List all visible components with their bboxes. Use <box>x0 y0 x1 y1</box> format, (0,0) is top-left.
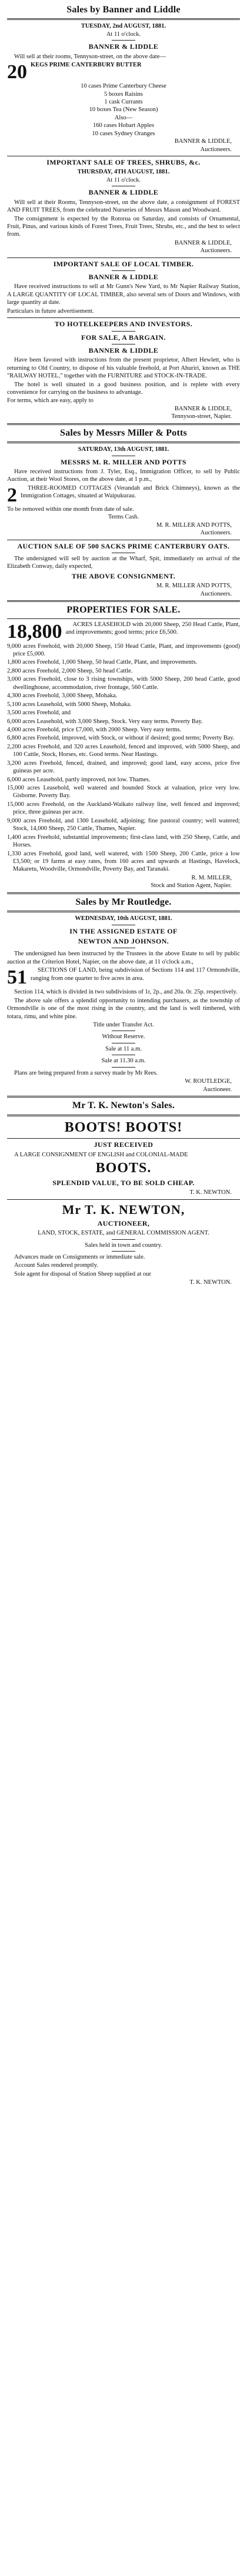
sale-date: SATURDAY, 13th AUGUST, 1881. <box>78 446 169 453</box>
section-heading-banner-liddle: Sales by Banner and Liddle <box>66 5 181 15</box>
section-heading-newton: Mr T. K. Newton's Sales. <box>72 1100 175 1111</box>
property-listing <box>7 621 240 890</box>
value-line: SPLENDID VALUE, TO BE SOLD CHEAP. <box>52 1178 195 1187</box>
section-heading-properties: PROPERTIES FOR SALE. <box>66 605 181 615</box>
divider <box>7 1115 240 1116</box>
signature-role: Tennyson-street, Napier. <box>171 413 232 420</box>
signature-role: Stock and Station Agent, Napier. <box>151 882 232 889</box>
divider <box>7 441 240 443</box>
ad-boots <box>7 1119 240 1197</box>
divider <box>112 1239 135 1240</box>
property-item: 5,100 acres Leasehold, with 5000 Sheep, Mohaka. <box>7 701 132 708</box>
boots-word: BOOTS. <box>95 1160 152 1176</box>
sale-time: Sale at 11 a.m. <box>105 1045 142 1052</box>
property-item: 2,200 acres Freehold, and 320 acres Leasehold, fenced and improved, with 5000 Sheep, and 100 Cattle, Stock, Horses, etc. Good terms. Near Hastings. <box>7 743 240 758</box>
consignment-line: A LARGE CONSIGNMENT OF ENGLISH and COLONIAL-MADE <box>14 1151 188 1158</box>
divider <box>7 892 240 894</box>
signature-role: Auctioneer. <box>203 1086 232 1093</box>
auctioneer-name: BANNER & LIDDLE <box>88 346 159 354</box>
ad-body: The undersigned will sell by auction at the Wharf, Spit, immediately on arrival of the Elizabeth Conway, daily expected, <box>7 556 240 570</box>
lot-quantity: 20 <box>7 61 27 83</box>
property-item: 9,000 acres Freehold, and 1300 Leasehold, adjoining; fine pastoral country; well watered; Stock, 14,000 Sheep, 250 Cattle, Thames, Napier. <box>7 817 240 832</box>
ad-body: The undersigned has been instructed by the Trustees in the above Estate to sell by public auction at the Criterion Hotel, Napier, on the above date, at 11 o'clock a.m., <box>7 951 240 965</box>
property-item: 9,000 acres Freehold, with 20,000 Sheep, 150 Head Cattle, Plant, and improvements (good) price £5,000. <box>7 643 240 658</box>
section-heading-miller-potts: Sales by Messrs Miller & Potts <box>60 427 187 438</box>
lot-entry <box>7 966 240 988</box>
divider <box>7 600 240 602</box>
title-note: Title under Transfer Act. <box>93 1021 154 1028</box>
stations-line: Sole agent for disposal of Station Sheep supplied at our <box>14 1270 152 1277</box>
ad-title: IMPORTANT SALE OF TREES, SHRUBS, &c. <box>46 158 201 167</box>
ad-title: IMPORTANT SALE OF LOCAL TIMBER. <box>53 259 194 268</box>
property-item: 3,200 acres Freehold, fenced, drained, and improved; good land, easy access, price five guineas per acre. <box>7 760 240 775</box>
sale-date: TUESDAY, 2nd AUGUST, 1881. <box>81 23 166 30</box>
ad-cottages-sale <box>7 446 240 537</box>
signature-firm: W. ROUTLEDGE, <box>185 1078 232 1085</box>
signature-firm: BANNER & LIDDLE, <box>174 138 232 145</box>
ad-hotel-sale <box>7 320 240 421</box>
lot-quantity: 51 <box>7 966 27 989</box>
sale-time: Sale at 11.30 a.m. <box>101 1058 146 1065</box>
ad-body: Have been favored with instructions from the present proprietor, Albert Hewlett, who is returning to Old Country, to dispose of his valuable freehold, at Port Ahuriri, known as THE "RAILWAY HOTEL," together with the FURNITURE and STOCK-IN-TRADE. <box>7 357 240 380</box>
ad-note: To be removed within one month from date of sale. <box>7 506 134 513</box>
ad-body: Have received instructions to sell at Mr Gunn's New Yard, to Mr Napier Railway Station, A LARGE QUANTITY OF LOCAL TIMBER, also several sets of Doors and Windows, with large quantity at date. <box>7 283 240 306</box>
lead-description: ACRES LEASEHOLD with 20,000 Sheep, 250 Head Cattle, Plant, and improvements; good terms; price £6,500. <box>65 621 240 636</box>
auctioneer-name: Mr T. K. NEWTON, <box>62 1202 185 1217</box>
divider <box>7 911 240 912</box>
lot-line: 10 cases Prime Canterbury Cheese <box>81 83 166 90</box>
divider <box>112 331 135 332</box>
signature: T. K. NEWTON. <box>189 1189 232 1196</box>
lot-line: 10 boxes Tea (New Season) <box>89 106 158 113</box>
sale-intro: Will sell at their rooms, Tennyson-street, on the above date— <box>14 53 166 60</box>
property-item: 15,000 acres Freehold, on the Auckland-Waikato railway line, well fenced and improved; price, three guineas per acre. <box>7 801 240 816</box>
lead-acreage: 18,800 <box>7 620 62 643</box>
property-item: 4,300 acres Freehold, 3,000 Sheep, Mohaka. <box>7 692 118 700</box>
business-line: LAND, STOCK, ESTATE, and GENERAL COMMISSION AGENT. <box>38 1230 209 1237</box>
lot-line: Also— <box>114 114 133 121</box>
sale-time: At 11 o'clock. <box>106 31 141 38</box>
ad-oats-sale <box>7 542 240 598</box>
ad-body: Have received instructions from J. Tyler, Esq., Immigration Officer, to sell by Public Auction, at their Wool Stores, on the above date, at 1 p.m., <box>7 469 240 483</box>
ad-body: The hotel is well situated in a good business position, and is replete with every convenience for carrying on the business to advantage. <box>7 381 240 396</box>
estate-name: NEWTON AND JOHNSON. <box>78 937 169 945</box>
divider <box>7 1138 240 1139</box>
signature-firm: R. M. MILLER, <box>191 874 232 881</box>
divider <box>7 18 240 20</box>
auctioneer-role: AUCTIONEER, <box>97 1219 150 1227</box>
lot-line: 10 cases Sydney Oranges <box>92 130 155 137</box>
ad-title: TO HOTELKEEPERS AND INVESTORS. <box>54 320 193 329</box>
received-line: JUST RECEIVED <box>94 1140 153 1149</box>
ad-body: Will sell at their Rooms, Tennyson-street, on the above date, a consignment of FOREST AND FRUIT TREES, from the celebrated Nurseries of Messrs Mason and Woodward. <box>7 199 240 214</box>
signature-firm: BANNER & LIDDLE, <box>174 239 232 246</box>
ad-timber-sale <box>7 260 240 315</box>
lot-line: 5 boxes Raisins <box>104 91 143 98</box>
auctioneer-name: BANNER & LIDDLE <box>88 273 159 282</box>
lot-description: THREE-ROOMED COTTAGES (Verandah and Brick Chimneys), known as the Immigration Cottages, situated at Waipukurau. <box>21 484 240 500</box>
lot-quantity: 2 <box>7 484 17 506</box>
ad-trees-sale <box>7 158 240 255</box>
ad-terms: For terms, which are easy, apply to <box>7 397 94 404</box>
divider <box>112 1251 135 1252</box>
signature-role: Auctioneers. <box>200 590 232 597</box>
ad-body: The above sale offers a splendid opportunity to intending purchasers, as the township of Ormondville is one of the most rising in the country, and the land is well timbered, with totara, rimu, and white pine. <box>7 997 240 1020</box>
divider <box>7 1199 240 1200</box>
property-item: 6,000 acres Leasehold, with 3,000 Sheep, Stock. Very easy terms. Poverty Bay. <box>7 718 203 725</box>
divider <box>7 317 240 318</box>
property-item: 1,330 acres Freehold, good land, well watered, with 1500 Sheep, 200 Cattle, price a low £3,500; or 19 farms at easy rates, from 160 acres and upwards at Hastings, Havelock, Makaretu, Woodville, Ormondville, Poverty Bay, and Taranaki. <box>7 850 240 873</box>
property-item: 6,000 acres Leasehold, partly improved, not low. Thames. <box>7 776 151 783</box>
auctioneer-name: MESSRS M. R. MILLER AND POTTS <box>61 457 186 466</box>
sale-date: WEDNESDAY, 10th AUGUST, 1881. <box>75 915 172 922</box>
divider <box>7 423 240 425</box>
lot-description: SECTIONS OF LAND, being subdivision of Sections 114 and 117 Ormondville, ranging from one quarter to five acres in area. <box>31 967 240 982</box>
auctioneer-name: BANNER & LIDDLE <box>88 42 159 51</box>
property-item: 1,800 acres Freehold, 1,000 Sheep, 50 head Cattle, Plant, and improvements. <box>7 659 198 666</box>
lot-entry <box>7 484 240 506</box>
sales-line: Sales held in town and country. <box>85 1242 162 1249</box>
signature-role: Auctioneers. <box>200 146 232 153</box>
ad-note: Particulars in future advertisement. <box>7 307 94 315</box>
divider <box>7 1096 240 1098</box>
ad-body: The consignment is expected by the Rotorua on Saturday, and consists of Ornamental, Fruit, Pinus, and various kinds of Forest Trees, Fruit Trees, Shrubs, etc., and the best to select from. <box>7 215 240 238</box>
sale-time: At 11 o'clock. <box>106 176 141 183</box>
auctioneer-name: BANNER & LIDDLE <box>88 188 159 197</box>
estate-title: IN THE ASSIGNED ESTATE OF <box>69 926 178 935</box>
signature-firm: M. R. MILLER AND POTTS, <box>156 583 232 590</box>
signature-role: Auctioneers. <box>200 247 232 255</box>
property-item: 2,800 acres Freehold, 2,000 Sheep, 50 head Cattle. <box>7 667 133 674</box>
property-item: 15,000 acres Leasehold, well watered and bounded Stock at valuation, price very low. Gisborne. Poverty Bay. <box>7 785 240 799</box>
boots-headline: BOOTS! BOOTS! <box>64 1119 183 1135</box>
divider <box>7 257 240 258</box>
signature-firm: M. R. MILLER AND POTTS, <box>156 521 232 528</box>
section-heading-routledge: Sales by Mr Routledge. <box>75 896 172 907</box>
reserve-note: Without Reserve. <box>102 1033 145 1041</box>
ad-newton-card <box>7 1202 240 1287</box>
ad-title: AUCTION SALE OF 500 SACKS PRIME CANTERBURY OATS. <box>17 541 230 550</box>
divider <box>112 40 135 41</box>
ad-estate-sale <box>7 915 240 1093</box>
ad-terms: Terms Cash. <box>108 514 139 521</box>
ad-subtitle: FOR SALE, A BARGAIN. <box>81 333 166 342</box>
property-item: 6,800 acres Freehold, improved, with Stock, or without if desired; good terms; Poverty Bay. <box>7 735 235 742</box>
lot-line: 1 cask Currants <box>104 99 143 106</box>
advances-line: Advances made on Consignments or immediate sale. <box>14 1253 145 1260</box>
divider <box>112 1067 135 1068</box>
property-item: 3,000 acres Freehold, close to 3 rising townships, with 5000 Sheep, 200 head Cattle, good dwellinghouse, accommodation, river frontage, 560 Cattle. <box>7 676 240 691</box>
lot-description: KEGS PRIME CANTERBURY BUTTER <box>31 62 142 69</box>
advertisement-column <box>7 4 240 1287</box>
property-item: 3,500 acres Freehold, and <box>7 710 71 717</box>
property-item: 1,400 acres Freehold, substantial improvements; first-class land, with 250 Sheep, Cattle, and Horses. <box>7 834 240 849</box>
plans-note: Plans are being prepared from a survey made by Mr Rees. <box>14 1069 158 1076</box>
lead-property <box>7 621 240 642</box>
divider <box>112 270 135 271</box>
signature: T. K. NEWTON. <box>189 1279 232 1286</box>
accounts-line: Account Sales rendered promptly. <box>14 1262 98 1269</box>
divider <box>7 618 240 619</box>
lot-line: 160 cases Hobart Apples <box>92 122 155 129</box>
lot-description: THE ABOVE CONSIGNMENT. <box>71 571 176 580</box>
lot-entry <box>7 61 240 82</box>
property-item: 4,000 acres Freehold, price £7,000, with 2000 Sheep. Very easy terms. <box>7 726 182 733</box>
sale-date: THURSDAY, 4TH AUGUST, 1881. <box>77 169 170 176</box>
signature-role: Auctioneers. <box>200 530 232 537</box>
ad-body: Section 114, which is divided in two subdivisions of 1r, 2p., and 20a. 0r. 25p. respectively. <box>14 989 238 996</box>
signature-firm: BANNER & LIDDLE, <box>174 405 232 412</box>
ad-butter-sale <box>7 22 240 153</box>
